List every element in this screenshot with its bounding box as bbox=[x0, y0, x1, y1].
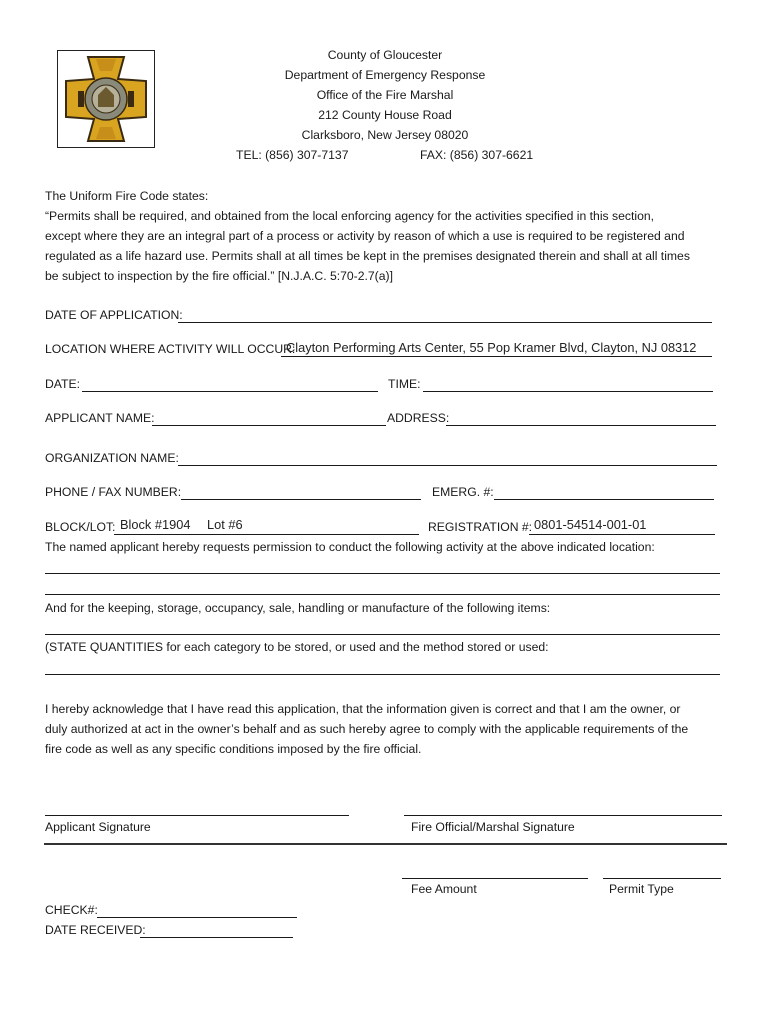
official-signature-label: Fire Official/Marshal Signature bbox=[411, 820, 575, 834]
date-label: DATE: bbox=[45, 377, 80, 391]
header-city: Clarksboro, New Jersey 08020 bbox=[301, 128, 469, 142]
section-divider bbox=[44, 843, 727, 845]
fire-marshal-logo bbox=[57, 50, 155, 148]
fee-amount-field[interactable] bbox=[402, 878, 588, 879]
activity-request-text: The named applicant hereby requests permission to conduct the following activity at the above indicated location: bbox=[45, 540, 655, 554]
organization-name-label: ORGANIZATION NAME: bbox=[45, 451, 179, 465]
acknowledgement-line: I hereby acknowledge that I have read this application, that the information given is correct and that I am the owner, or bbox=[45, 702, 681, 716]
intro-quote-line: regulated as a life hazard use. Permits shall at all times be kept in the premises designated therein and shall at all times bbox=[45, 249, 690, 263]
organization-name-field[interactable] bbox=[178, 465, 717, 466]
location-label: LOCATION WHERE ACTIVITY WILL OCCUR: bbox=[45, 342, 296, 356]
applicant-name-field[interactable] bbox=[152, 425, 386, 426]
acknowledgement-line: duly authorized at act in the owner’s behalf and as such hereby agree to comply with the applicable requirements of the bbox=[45, 722, 689, 736]
date-field[interactable] bbox=[82, 391, 378, 392]
header-fax: FAX: (856) 307-6621 bbox=[420, 148, 534, 162]
quantities-line[interactable] bbox=[45, 674, 720, 675]
activity-line-1[interactable] bbox=[45, 573, 720, 574]
acknowledgement-line: fire code as well as any specific conditions imposed by the fire official. bbox=[45, 742, 422, 756]
intro-heading: The Uniform Fire Code states: bbox=[45, 189, 209, 203]
emergency-number-field[interactable] bbox=[494, 499, 714, 500]
location-field[interactable] bbox=[281, 356, 712, 357]
intro-quote-line: except where they are an integral part of a process or activity by reason of which a use is required to be registered and bbox=[45, 229, 685, 243]
activity-line-2[interactable] bbox=[45, 594, 720, 595]
registration-field[interactable] bbox=[529, 534, 715, 535]
header-department: Department of Emergency Response bbox=[284, 68, 486, 82]
location-value: Clayton Performing Arts Center, 55 Pop Kramer Blvd, Clayton, NJ 08312 bbox=[286, 340, 697, 355]
items-text: And for the keeping, storage, occupancy, sale, handling or manufacture of the following items: bbox=[45, 601, 551, 615]
header-street: 212 County House Road bbox=[318, 108, 452, 122]
intro-quote-line: be subject to inspection by the fire official.” [N.J.A.C. 5:70-2.7(a)] bbox=[45, 269, 393, 283]
date-of-application-label: DATE OF APPLICATION: bbox=[45, 308, 183, 322]
date-of-application-field[interactable] bbox=[178, 322, 712, 323]
date-received-field[interactable] bbox=[140, 937, 293, 938]
address-label: ADDRESS: bbox=[387, 411, 450, 425]
registration-label: REGISTRATION #: bbox=[428, 520, 533, 534]
header-county: County of Gloucester bbox=[327, 48, 443, 62]
applicant-name-label: APPLICANT NAME: bbox=[45, 411, 155, 425]
phone-fax-label: PHONE / FAX NUMBER: bbox=[45, 485, 182, 499]
address-field[interactable] bbox=[446, 425, 716, 426]
applicant-signature-line[interactable] bbox=[45, 815, 349, 816]
header-office: Office of the Fire Marshal bbox=[316, 88, 454, 102]
date-received-label: DATE RECEIVED: bbox=[45, 923, 146, 937]
lot-value: Lot #6 bbox=[207, 517, 243, 532]
block-value: Block #1904 bbox=[120, 517, 191, 532]
check-number-field[interactable] bbox=[97, 917, 297, 918]
emergency-number-label: EMERG. #: bbox=[432, 485, 494, 499]
check-number-label: CHECK#: bbox=[45, 903, 98, 917]
items-line[interactable] bbox=[45, 634, 720, 635]
block-lot-field[interactable] bbox=[114, 534, 419, 535]
header-telephone: TEL: (856) 307-7137 bbox=[236, 148, 349, 162]
time-label: TIME: bbox=[388, 377, 421, 391]
fire-code-intro bbox=[45, 186, 730, 286]
official-signature-line[interactable] bbox=[404, 815, 722, 816]
quantities-text: (STATE QUANTITIES for each category to be stored, or used and the method stored or used: bbox=[45, 640, 549, 654]
applicant-signature-label: Applicant Signature bbox=[45, 820, 151, 834]
permit-type-field[interactable] bbox=[603, 878, 721, 879]
intro-quote-line: “Permits shall be required, and obtained from the local enforcing agency for the activities specified in this section, bbox=[45, 209, 655, 223]
time-field[interactable] bbox=[423, 391, 713, 392]
block-lot-label: BLOCK/LOT: bbox=[45, 520, 116, 534]
registration-value: 0801-54514-001-01 bbox=[534, 517, 647, 532]
acknowledgement-paragraph bbox=[45, 699, 730, 759]
phone-fax-field[interactable] bbox=[181, 499, 421, 500]
fee-amount-label: Fee Amount bbox=[411, 882, 477, 896]
permit-type-label: Permit Type bbox=[609, 882, 674, 896]
maltese-cross-badge-icon bbox=[58, 51, 154, 147]
